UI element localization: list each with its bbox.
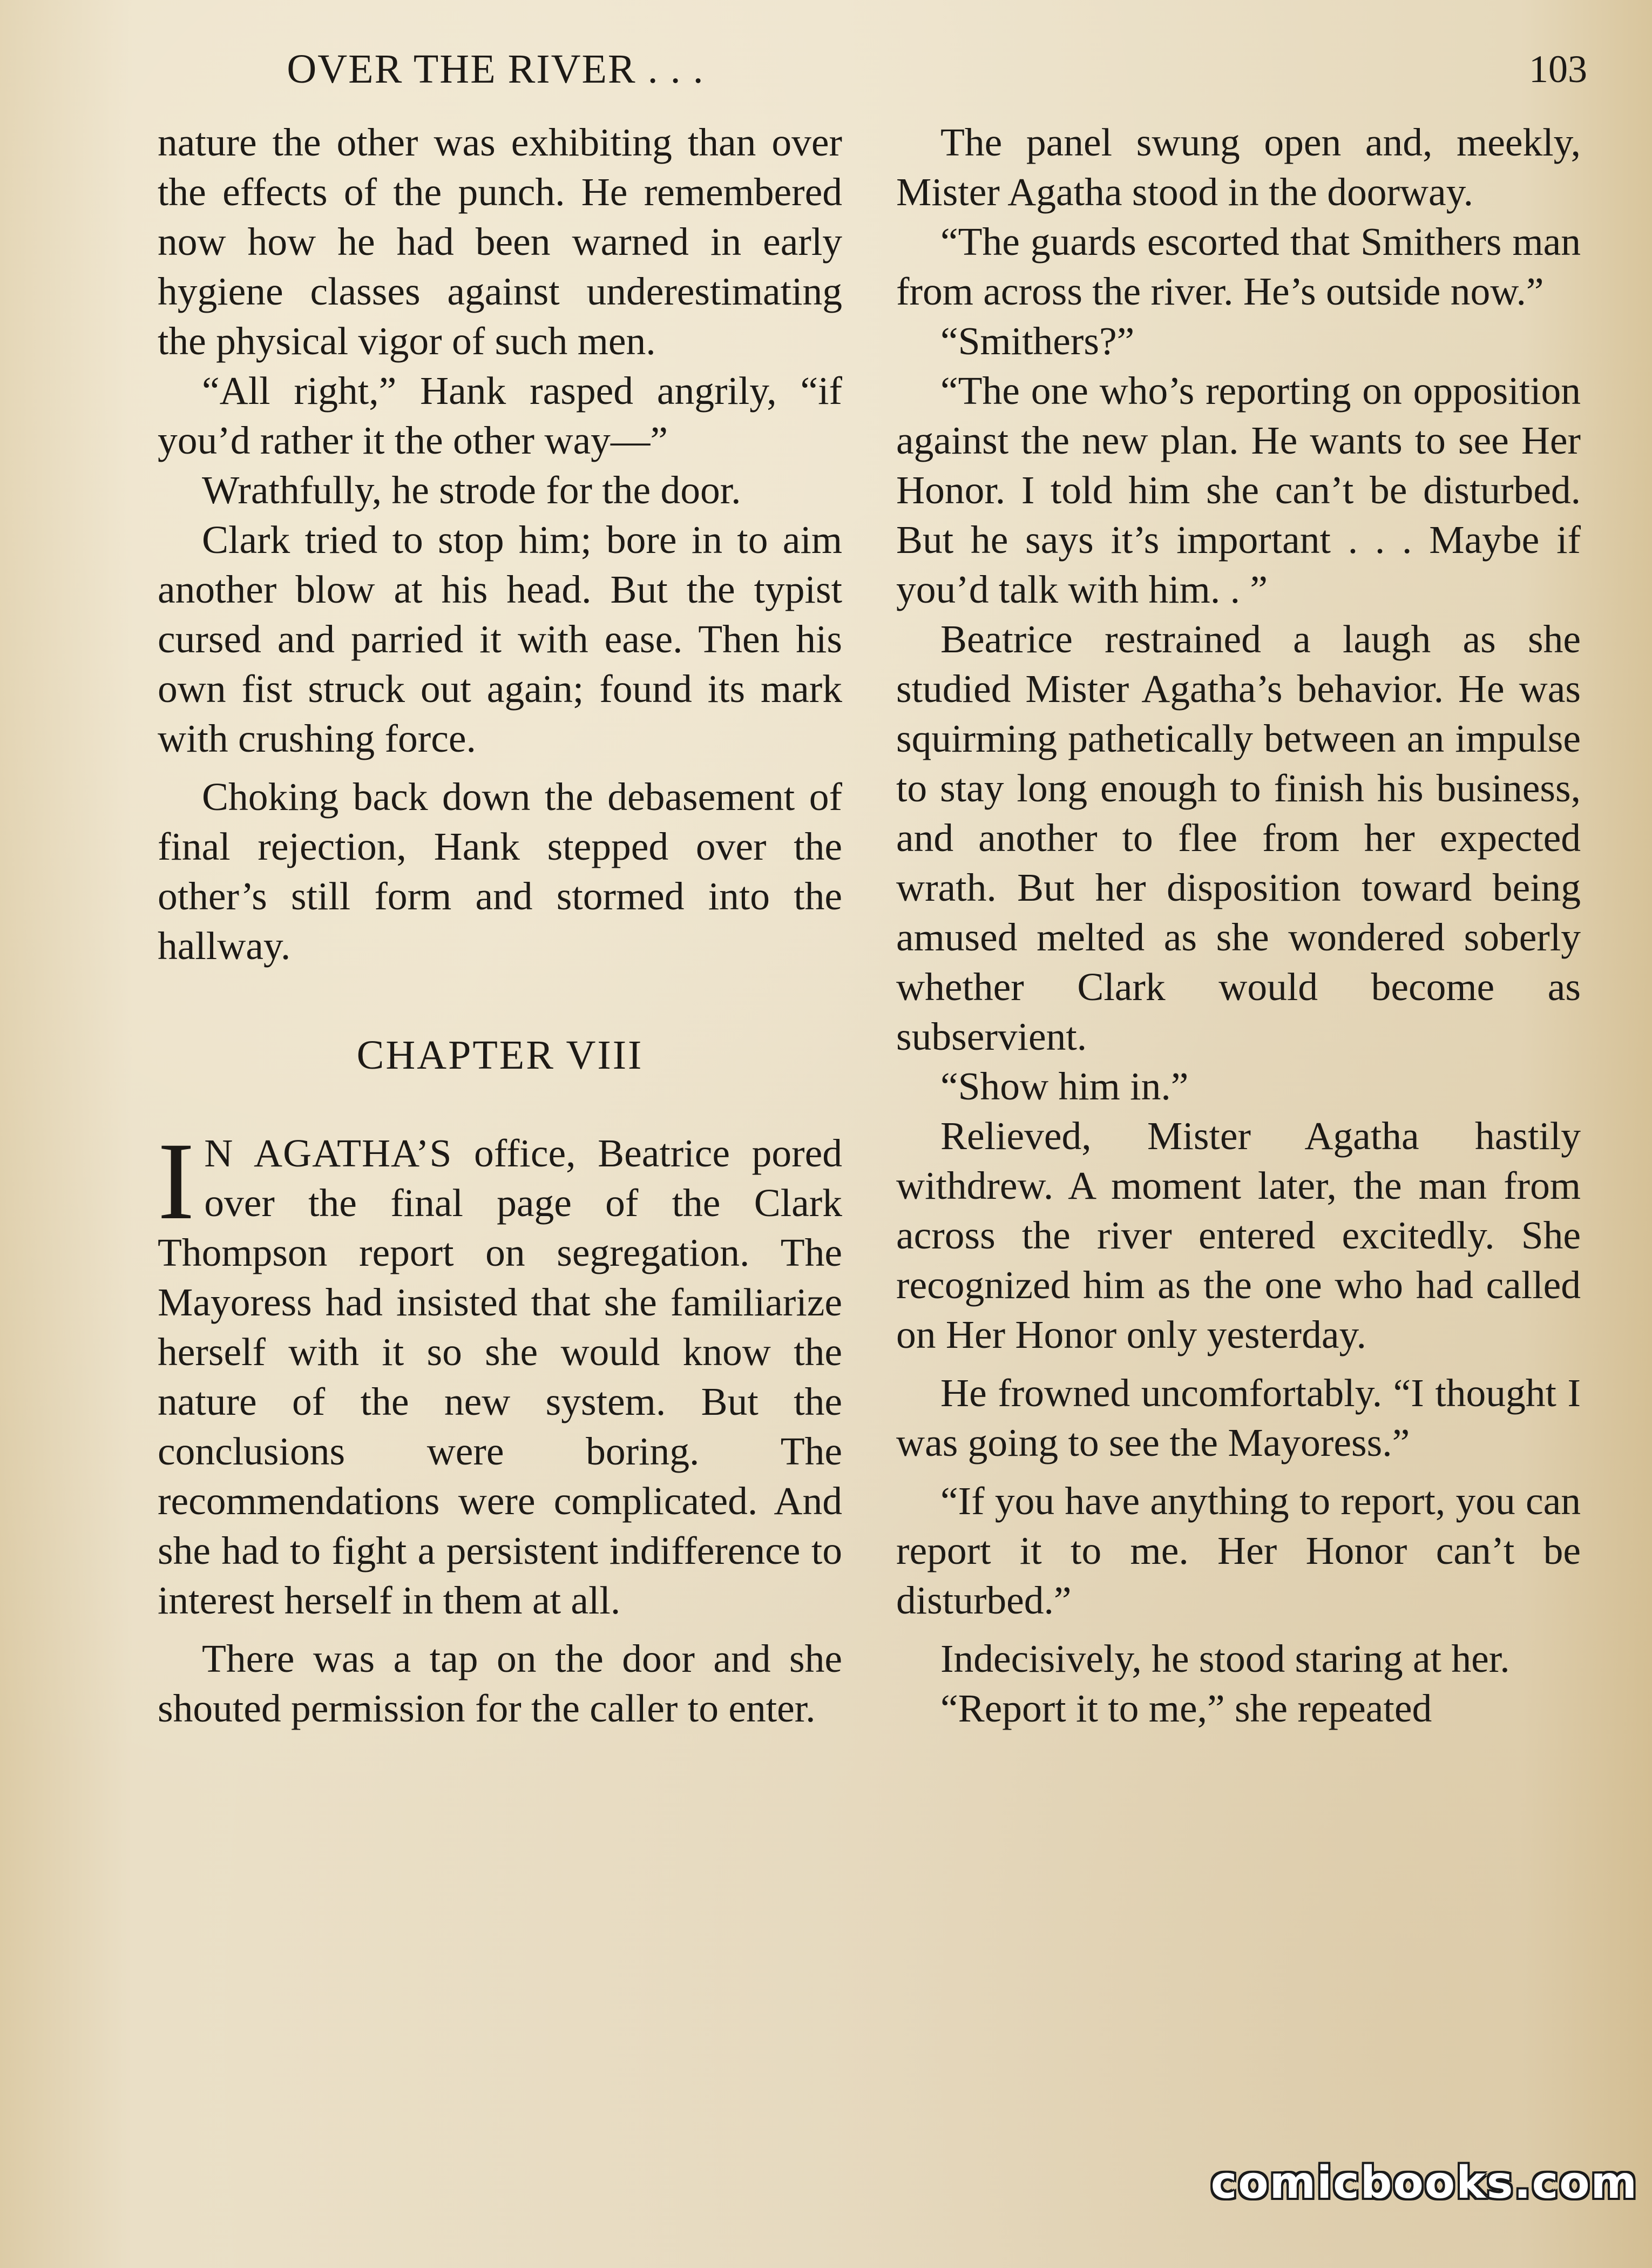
- running-head: [0, 42, 1652, 96]
- paragraph: Choking back down the debasement of final rejection, Hank stepped over the other’s still form and stormed into the hallway.: [158, 775, 842, 968]
- paragraph: Beatrice restrained a laugh as she studied Mister Agatha’s behavior. He was squirming pathetically between an impulse to stay long enough to finish his business, and another to flee from her expected wrath. But her disposition toward being amused melted as she wondered soberly whether Clark would become as subservient.: [896, 617, 1581, 1058]
- paragraph: There was a tap on the door and she shouted permission for the caller to enter.: [158, 1637, 842, 1730]
- page-number: 103: [1529, 48, 1587, 91]
- paragraph: The panel swung open and, meekly, Mister Agatha stood in the doorway.: [896, 120, 1581, 214]
- chapter-opening-text: office, Beatrice pored over the final page of the Clark Thompson report on segregation. The Mayoress had insisted that she familiarize herself with it so she would know the nature of the new system. But the conclusions were boring. The recommendations were complicated. And she had to fight a persistent indifference to interest herself in them at all.: [158, 1131, 842, 1622]
- paragraph: “All right,” Hank rasped angrily, “if you’d rather it the other way—”: [158, 369, 842, 462]
- paragraph: Relieved, Mister Agatha hastily withdrew. A moment later, the man from across the river entered excitedly. She recognized him as the one who had called on Her Honor only yesterday.: [896, 1114, 1581, 1356]
- chapter-lead-words: N AGATHA’S: [204, 1131, 452, 1175]
- running-title: OVER THE RIVER . . .: [287, 46, 705, 92]
- paragraph: Indecisively, he stood staring at her.: [940, 1637, 1510, 1680]
- paragraph: “Report it to me,” she repeated: [940, 1686, 1432, 1730]
- paragraph: He frowned uncomfortably. “I thought I was going to see the Mayoress.”: [896, 1371, 1581, 1464]
- paragraph: “Smithers?”: [940, 319, 1135, 363]
- left-column: [158, 118, 842, 1733]
- paragraph: “If you have anything to report, you can report it to me. Her Honor can’t be disturbed.”: [896, 1479, 1581, 1622]
- paragraph: Wrathfully, he strode for the door.: [202, 468, 741, 512]
- paragraph: Clark tried to stop him; bore in to aim another blow at his head. But the typist cursed and parried it with ease. Then his own fist struck out again; found its mark with crushing force.: [158, 518, 842, 760]
- chapter-opening-paragraph: [158, 1120, 842, 1625]
- drop-cap: I: [158, 1120, 195, 1243]
- right-column: [896, 118, 1581, 1733]
- watermark-text: comicbooks.com: [1210, 2157, 1638, 2209]
- paragraph: “The guards escorted that Smithers man from across the river. He’s outside now.”: [896, 220, 1581, 313]
- paragraph: “The one who’s reporting on opposition against the new plan. He wants to see Her Honor. I told him she can’t be disturbed. But he says it’s important . . . Maybe if you’d talk with him. . ”: [896, 369, 1581, 611]
- paragraph: nature the other was exhibiting than over the effects of the punch. He remembered now how he had been warned in early hygiene classes against underestimating the physical vigor of such men.: [158, 120, 842, 363]
- paragraph: “Show him in.”: [940, 1064, 1189, 1108]
- chapter-heading: CHAPTER VIII: [356, 1032, 644, 1078]
